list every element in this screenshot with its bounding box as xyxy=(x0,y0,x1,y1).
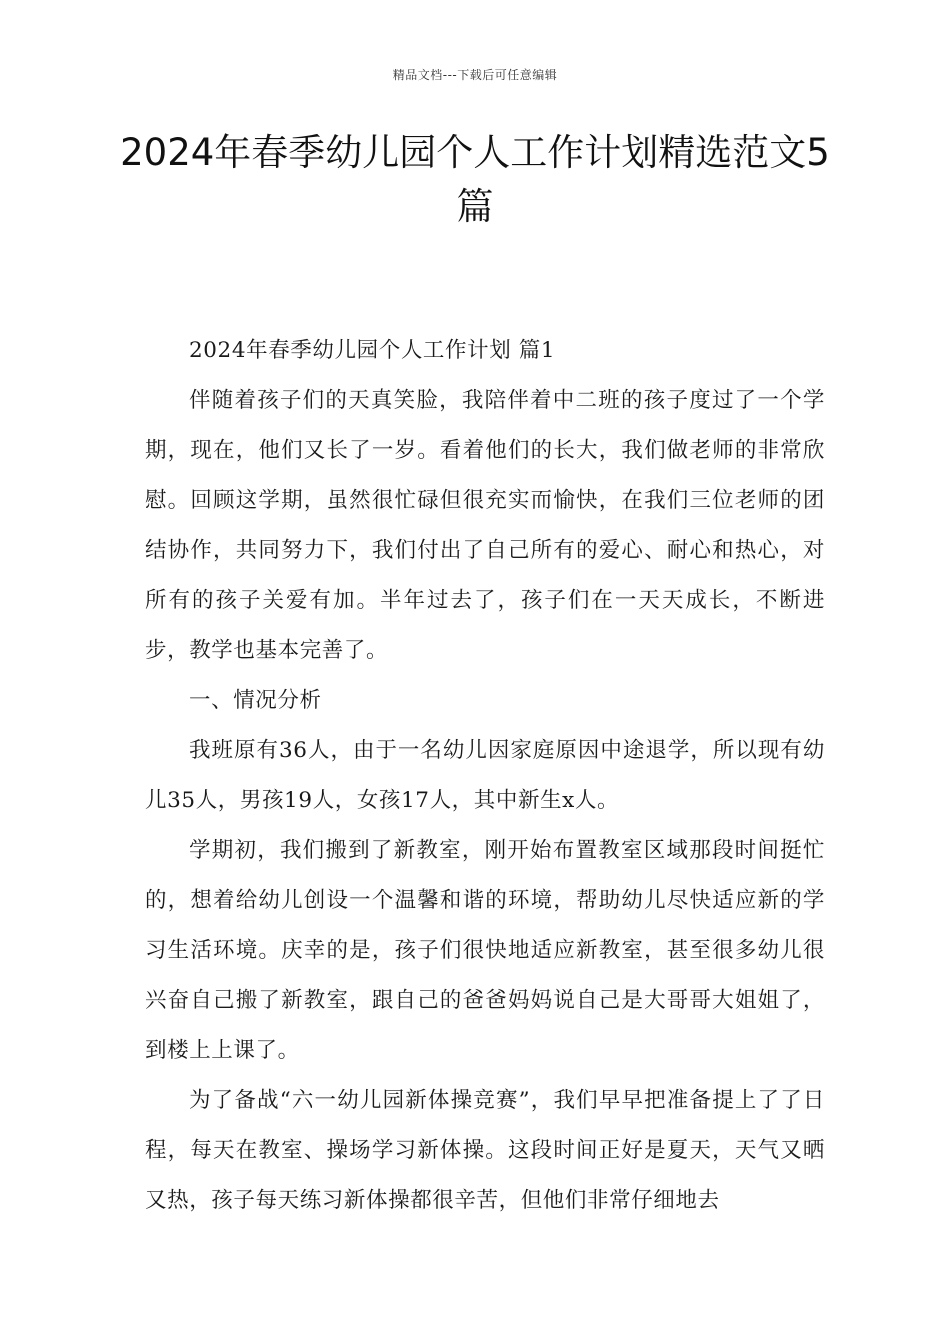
paragraph: 我班原有36人，由于一名幼儿因家庭原因中途退学，所以现有幼儿35人，男孩19人，女孩17人，其中新生x人。 xyxy=(145,738,825,813)
paragraph: 学期初，我们搬到了新教室，刚开始布置教室区域那段时间挺忙的，想着给幼儿创设一个温馨和谐的环境，帮助幼儿尽快适应新的学习生活环境。庆幸的是，孩子们很快地适应新教室，甚至很多幼儿很兴奋自己搬了新教室，跟自己的爸爸妈妈说自己是大哥哥大姐姐了，到楼上上课了。 xyxy=(145,838,825,1063)
header-note: 精品文档---下载后可任意编辑 xyxy=(392,68,558,82)
document-title: 2024年春季幼儿园个人工作计划精选范文5篇 xyxy=(120,131,830,228)
subsection-heading: 一、情况分析 xyxy=(189,688,322,713)
paragraph: 为了备战“六一幼儿园新体操竞赛”，我们早早把准备提上了了日程，每天在教室、操场学习新体操。这段时间正好是夏天，天气又晒又热，孩子每天练习新体操都很辛苦，但他们非常仔细地去 xyxy=(145,1088,825,1213)
document-body xyxy=(145,326,825,1226)
paragraph: 伴随着孩子们的天真笑脸，我陪伴着中二班的孩子度过了一个学期，现在，他们又长了一岁。看着他们的长大，我们做老师的非常欣慰。回顾这学期，虽然很忙碌但很充实而愉快，在我们三位老师的团结协作，共同努力下，我们付出了自己所有的爱心、耐心和热心，对所有的孩子关爱有加。半年过去了，孩子们在一天天成长，不断进步，教学也基本完善了。 xyxy=(145,388,825,663)
section-heading: 2024年春季幼儿园个人工作计划 篇1 xyxy=(189,338,556,363)
